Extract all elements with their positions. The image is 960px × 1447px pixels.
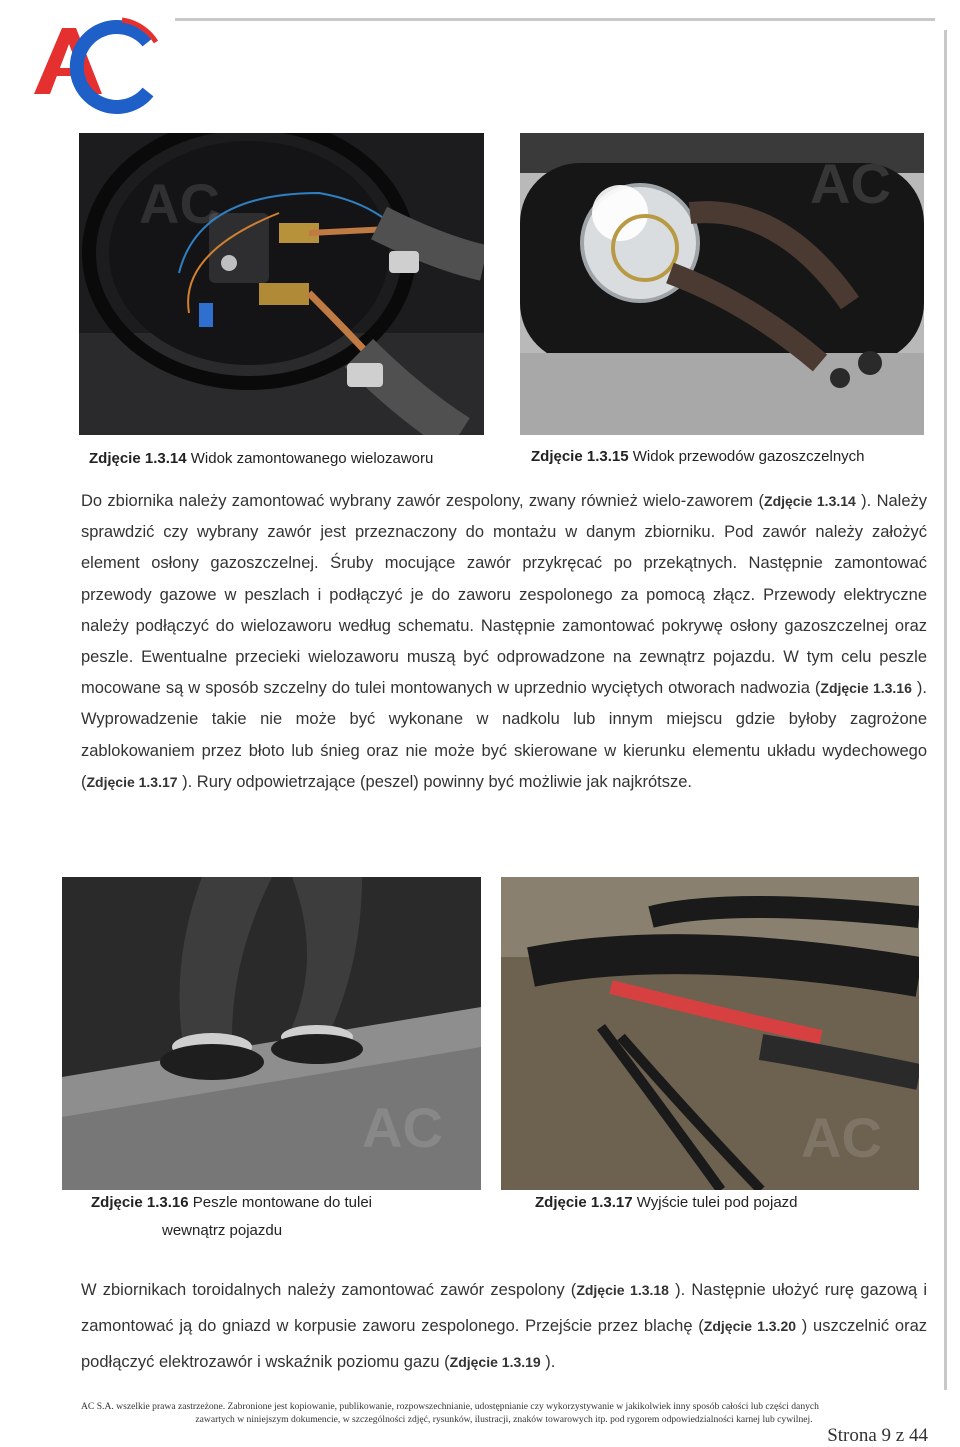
page-number: Strona 9 z 44	[827, 1425, 928, 1446]
svg-text:AC: AC	[801, 1106, 882, 1169]
company-logo	[22, 6, 162, 116]
photo-conduit-exit-underbody	[501, 877, 919, 1190]
copyright-footer: AC S.A. wszelkie prawa zastrzeżone. Zabronione jest kopiowanie, publikowanie, rozpowszechnianie, udostępnianie czy wykorzystywanie w jakikolwiek inny sposób całości lub części danych zawartych w niniejszym dokumencie, w szczególności zdjęć, rysunków, ilustracji, znaków towarowych itp. pod rygorem odpowiedzialności karnej lub cywilnej.	[81, 1401, 819, 1425]
frame-right-line	[944, 30, 947, 1390]
svg-text:AC: AC	[139, 172, 220, 235]
caption-photo-1-3-17: Zdjęcie 1.3.17 Wyjście tulei pod pojazd	[535, 1194, 798, 1211]
caption-photo-1-3-14: Zdjęcie 1.3.14 Widok zamontowanego wielozaworu	[89, 450, 434, 467]
caption-photo-1-3-16-line2: wewnątrz pojazdu	[162, 1222, 283, 1239]
svg-text:AC: AC	[362, 1096, 443, 1159]
photo-conduits-inside	[62, 877, 481, 1190]
caption-photo-1-3-16: Zdjęcie 1.3.16 Peszle montowane do tulei	[91, 1194, 373, 1211]
paragraph-multivalve-installation: Do zbiornika należy zamontować wybrany zawór zespolony, zwany również wielo-zaworem (Zdjęcie 1.3.14 ). Należy sprawdzić czy wybrany zawór jest przeznaczony do montażu w danym zbiorniku. Pod zawór należy założyć element osłony gazoszczelnej. Śruby mocujące zawór przykręcać po przekątnych. Następnie zamontować przewody gazowe w peszlach i podłączyć je do zaworu zespolonego za pomocą złącz. Przewody elektryczne należy podłączyć do wielozaworu według schematu. Następnie zamontować pokrywę osłony gazoszczelnej oraz peszle. Ewentualne przecieki wielozaworu muszą być odprowadzone na zewnątrz pojazdu. W tym celu peszle mocowane są w sposób szczelny do tulei montowanych w uprzednio wyciętych otworach nadwozia (Zdjęcie 1.3.16 ). Wyprowadzenie takie nie może być wykonane w nadkolu lub innym miejscu gdzie byłoby zagrożone zablokowaniem przez błoto lub śnieg oraz nie może być skierowane w kierunku elementu układu wydechowego (Zdjęcie 1.3.17 ). Rury odpowietrzające (peszel) powinny być możliwie jak najkrótsze.	[81, 492, 928, 791]
photo-multivalve	[79, 133, 484, 435]
caption-photo-1-3-15: Zdjęcie 1.3.15 Widok przewodów gazoszczelnych	[531, 448, 865, 465]
frame-top-line	[175, 18, 935, 21]
photo-gas-hoses	[520, 133, 924, 435]
paragraph-toroidal-tanks: W zbiornikach toroidalnych należy zamontować zawór zespolony (Zdjęcie 1.3.18 ). Następnie ułożyć rurę gazową i zamontować ją do gniazd w korpusie zaworu zespolonego. Przejście przez blachę (Zdjęcie 1.3.20 ) uszczelnić oraz podłączyć elektrozawór i wskaźnik poziomu gazu (Zdjęcie 1.3.19 ).	[81, 1281, 927, 1371]
svg-text:AC: AC	[810, 152, 891, 215]
